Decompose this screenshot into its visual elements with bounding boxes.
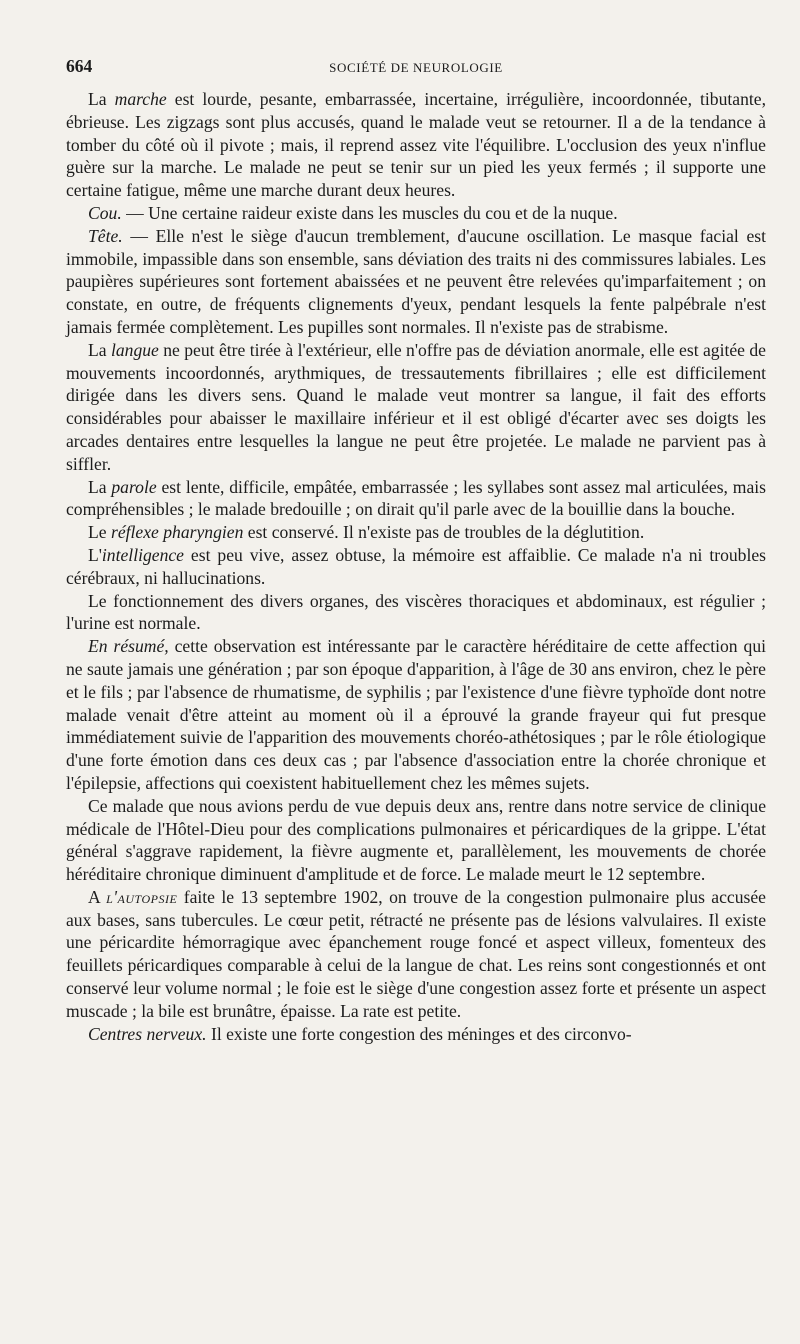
paragraph-label: marche (114, 89, 167, 109)
paragraph-text: est peu vive, assez obtuse, la mémoire est affaiblie. Ce malade n'a ni troubles cérébraux, ni hallucinations. (66, 544, 766, 588)
paragraph-text: Il existe une forte congestion des méninges et des circonvo- (206, 1023, 632, 1044)
paragraph-label: intelligence (101, 544, 184, 565)
paragraph-lead: L' (88, 544, 102, 565)
paragraph-text: est lente, difficile, empâtée, embarrassée ; les syllabes sont assez mal articulées, mais compréhensibles ; le malade bredouille ; on dirait qu'il parle avec de la bouillie dans la bouche. (66, 476, 766, 520)
paragraph-centres-nerveux (66, 1023, 766, 1046)
paragraph-text: cette observation est intéressante par le caractère héréditaire de cette affection qui ne saute jamais une génération ; par son époque d'apparition, à l'âge de 30 ans environ, chez le père et le fils ; par l'absence de rhumatisme, de syphilis ; par l'existence d'une fièvre typhoïde dont notre malade venait d'être atteint au moment où il a éprouvé la grande frayeur qui fut presque immédiatement suivie de l'apparition des mouvements choréo-athétosiques ; par le rôle étiologique d'une forte émotion dans ces deux cas ; par l'absence d'association entre la chorée chronique et l'épilepsie, affections qui coexistent habituellement chez les mêmes sujets. (66, 636, 766, 793)
paragraph-intelligence (66, 544, 766, 590)
document-page (66, 56, 766, 1045)
paragraph-text: — Une certaine raideur existe dans les muscles du cou et de la nuque. (121, 202, 618, 223)
paragraph-text: est conservé. Il n'existe pas de troubles de la déglutition. (243, 522, 645, 543)
paragraph-resume (66, 635, 766, 795)
paragraph-text: Le fonctionnement des divers organes, des viscères thoraciques et abdominaux, est régulier ; l'urine est normale. (66, 590, 766, 634)
page-number: 664 (66, 56, 93, 76)
paragraph-text: ne peut être tirée à l'extérieur, elle n'offre pas de déviation anormale, elle est agitée de mouvements incoordonnés, arythmiques, de tressautements fibrillaires ; elle est difficilement dirigée dans les divers sens. Quand le malade veut montrer sa langue, il fait des efforts considérables pour abaisser le maxillaire inférieur et il est obligé d'écarter avec ses doigts les arcades dentaires entre lesquelles la langue ne peut être projetée. Le malade ne parvient pas à siffler. (66, 339, 766, 474)
paragraph-lead: La (88, 476, 112, 497)
paragraph-label: En résumé, (88, 636, 169, 657)
paragraph-tete (66, 225, 766, 339)
paragraph-marche (66, 88, 766, 202)
paragraph-label: parole (111, 476, 157, 497)
paragraph-label: Cou. (88, 202, 122, 223)
body-text (66, 88, 766, 1045)
paragraph-label: Tête. (88, 225, 123, 246)
running-head: SOCIÉTÉ DE NEUROLOGIE (329, 60, 503, 75)
paragraph-hotel-dieu (66, 795, 766, 886)
paragraph-lead: Le (88, 522, 111, 543)
paragraph-reflexe (66, 521, 766, 544)
paragraph-text: — Elle n'est le siège d'aucun tremblement, d'aucune oscillation. Le masque facial est immobile, impassible dans son ensemble, sans déviation des traits ni des commissures labiales. Les paupières supérieures sont fortement abaissées et ne peuvent être relevées qu'imparfaitement ; on constate, en outre, de fréquents clignements d'yeux, pendant lesquels la fente palpébrale n'est jamais fermée complètement. Les pupilles sont normales. Il n'existe pas de strabisme. (66, 225, 766, 337)
paragraph-label: langue (110, 339, 159, 360)
paragraph-lead: A (88, 886, 107, 907)
paragraph-text: est lourde, pesante, embarrassée, incertaine, irrégulière, incoordonnée, tibutante, ébrieuse. Les zigzags sont plus accusés, quand le malade veut se retourner. Il a de la tendance à tomber du côté où il pivote ; mais, il reprend assez vite l'équilibre. L'occlusion des yeux n'influe guère sur la marche. Le malade ne peut se tenir sur un pied les yeux fermés ; il supporte une certaine fatigue, même une marche durant deux heures. (66, 89, 766, 201)
paragraph-text: faite le 13 septembre 1902, on trouve de la congestion pulmonaire plus accusée aux bases, sans tubercules. Le cœur petit, rétracté ne présente pas de lésions valvulaires. Il existe une péricardite hémorragique avec épanchement rouge foncé et aspect villeux, fomenteux des feuillets péricardiques comparable à celui de la langue de chat. Les reins sont congestionnés et ont conservé leur volume normal ; le foie est le siège d'une congestion assez forte et présente un aspect muscade ; la bile est brunâtre, épaisse. La rate est petite. (66, 886, 766, 1021)
paragraph-organes (66, 590, 766, 636)
paragraph-autopsie (66, 886, 766, 1023)
paragraph-label: Centres nerveux. (88, 1023, 207, 1044)
paragraph-lead: La (88, 89, 115, 109)
paragraph-label: réflexe pharyngien (110, 522, 244, 543)
paragraph-parole (66, 476, 766, 522)
paragraph-cou (66, 202, 766, 225)
paragraph-text: Ce malade que nous avions perdu de vue depuis deux ans, rentre dans notre service de clinique médicale de l'Hôtel-Dieu pour des complications pulmonaires et péricardiques de la grippe. L'état général s'aggrave rapidement, la fièvre augmente et, parallèlement, les mouvements de chorée héréditaire chronique diminuent d'amplitude et de force. Le malade meurt le 12 septembre. (66, 795, 766, 885)
paragraph-label: l'autopsie (106, 886, 178, 907)
page-header (66, 56, 766, 86)
paragraph-langue (66, 339, 766, 476)
paragraph-lead: La (88, 339, 111, 360)
